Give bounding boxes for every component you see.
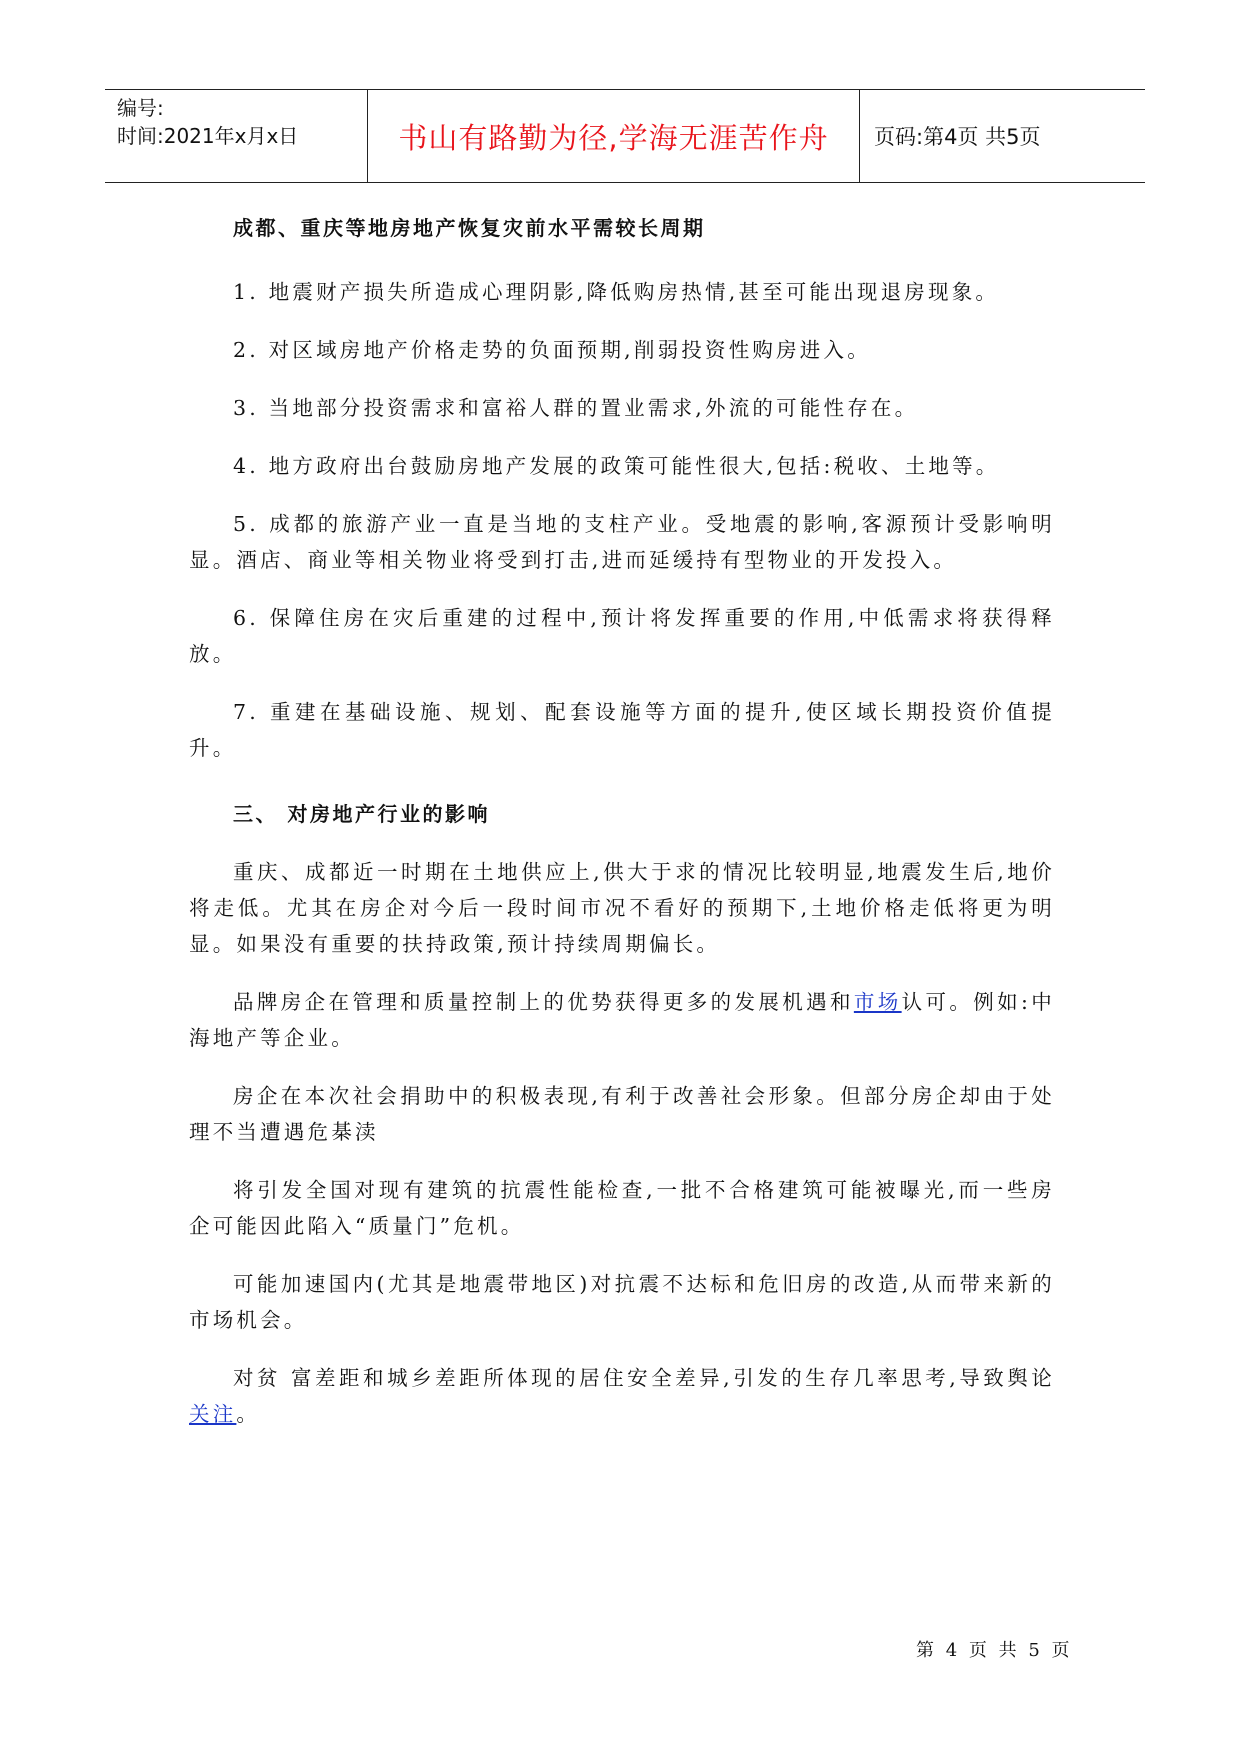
paragraph-text: 对贫 富差距和城乡差距所体现的居住安全差异,引发的生存几率思考,导致舆论: [233, 1366, 1055, 1390]
list-item: 3. 当地部分投资需求和富裕人群的置业需求,外流的可能性存在。: [233, 396, 919, 420]
number-label: 编号:: [117, 96, 164, 120]
paragraph: [189, 984, 1055, 1056]
page-footer: 第 4 页 共 5 页: [916, 1640, 1073, 1661]
section-heading: 成都、重庆等地房地产恢复灾前水平需较长周期: [233, 216, 706, 240]
list-item: 6. 保障住房在灾后重建的过程中,预计将发挥重要的作用,中低需求将获得释放。: [189, 606, 1055, 666]
header-meta: [105, 90, 368, 182]
paragraph: 可能加速国内(尤其是地震带地区)对抗震不达标和危旧房的改造,从而带来新的市场机会。: [189, 1272, 1055, 1332]
paragraph: 房企在本次社会捐助中的积极表现,有利于改善社会形象。但部分房企却由于处理不当遭遇危棊渎: [189, 1084, 1055, 1144]
list-item: 4. 地方政府出台鼓励房地产发展的政策可能性很大,包括:税收、土地等。: [233, 454, 1000, 478]
paragraph-text: 。: [236, 1402, 261, 1426]
list-item: 2. 对区域房地产价格走势的负面预期,削弱投资性购房进入。: [233, 338, 871, 362]
paragraph-text: 品牌房企在管理和质量控制上的优势获得更多的发展机遇和: [233, 990, 854, 1014]
list-item: 1. 地震财产损失所造成心理阴影,降低购房热情,甚至可能出现退房现象。: [233, 280, 1000, 304]
attention-link[interactable]: 关注: [189, 1402, 237, 1426]
header-page-info: 页码:第4页 共5页: [874, 125, 1041, 149]
paragraph: 重庆、成都近一时期在土地供应上,供大于求的情况比较明显,地震发生后,地价将走低。尤其在房企对今后一段时间市况不看好的预期下,土地价格走低将更为明显。如果没有重要的扶持政策,预计持续周期偏长。: [189, 860, 1055, 956]
header-motto: 书山有路勤为径,学海无涯苦作舟: [368, 90, 860, 182]
list-item: 5. 成都的旅游产业一直是当地的支柱产业。受地震的影响,客源预计受影响明显。酒店、商业等相关物业将受到打击,进而延缓持有型物业的开发投入。: [189, 512, 1055, 572]
paragraph: [189, 1360, 1055, 1432]
document-body: [189, 210, 1055, 1432]
page-header: [105, 89, 1145, 183]
list-item: 7. 重建在基础设施、规划、配套设施等方面的提升,使区域长期投资价值提升。: [189, 700, 1055, 760]
market-link[interactable]: 市场: [853, 990, 902, 1014]
paragraph-text: 认可。例如:中海地产等企业。: [189, 990, 1056, 1050]
section-heading: 三、 对房地产行业的影响: [233, 802, 490, 826]
time-label: 时间:2021年x月x日: [117, 124, 299, 148]
paragraph: 将引发全国对现有建筑的抗震性能检查,一批不合格建筑可能被曝光,而一些房企可能因此陷入“质量门”危机。: [189, 1178, 1055, 1238]
